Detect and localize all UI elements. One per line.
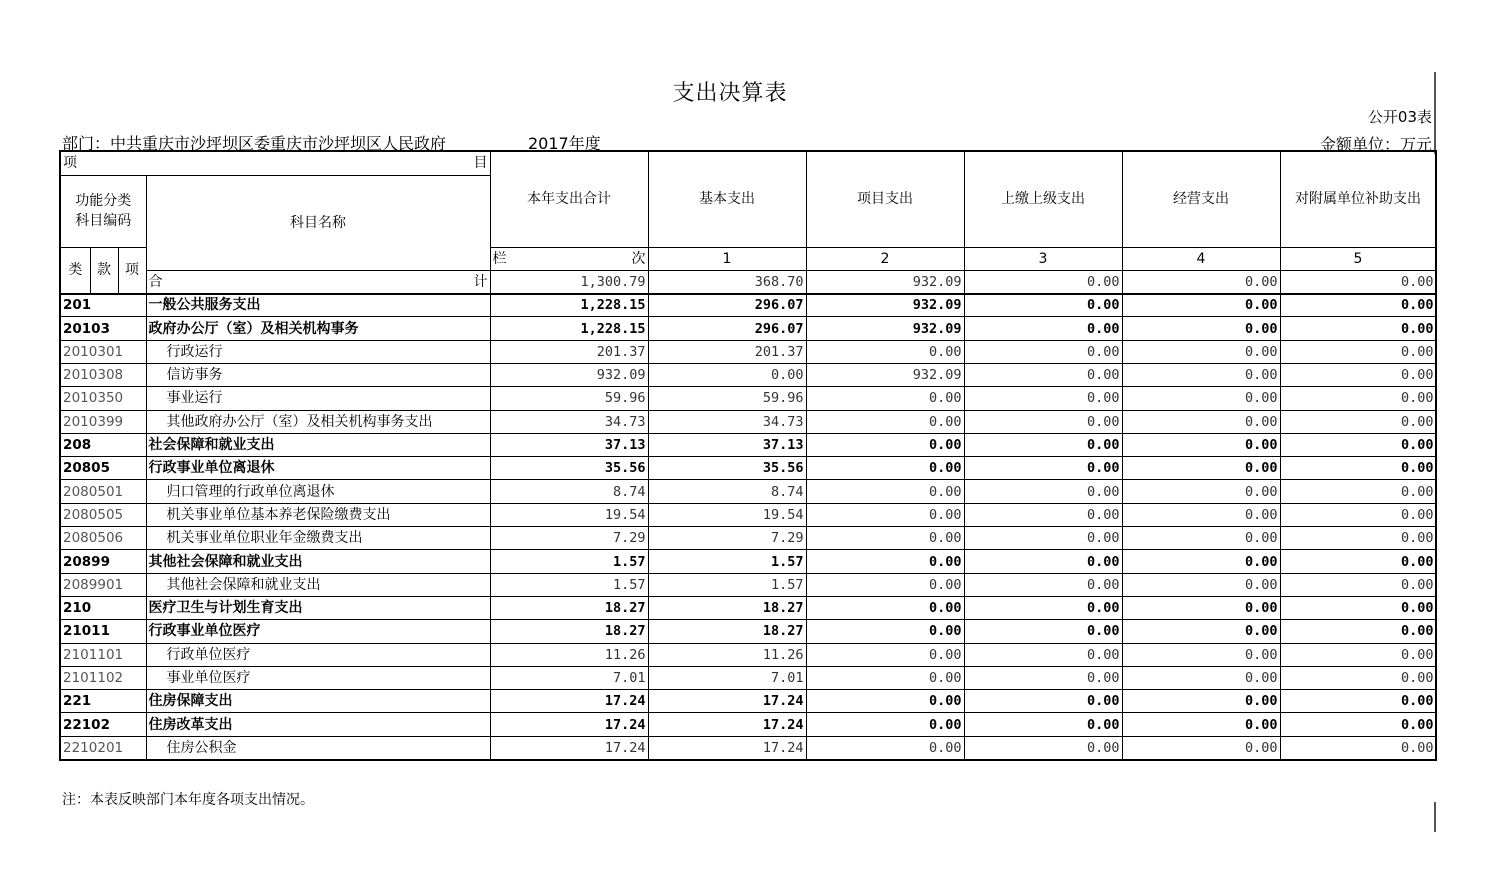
column-number: 2: [806, 247, 964, 270]
department-label: 部门：中共重庆市沙坪坝区委重庆市沙坪坝区人民政府: [62, 134, 447, 153]
amount-cell: 34.73: [648, 410, 806, 433]
amount-cell: 0.00: [806, 666, 964, 689]
subject-code: 20899: [60, 550, 146, 573]
amount-cell: 1,228.15: [490, 317, 648, 340]
amount-cell: 0.00: [1280, 433, 1436, 456]
ji-label: 计: [473, 273, 488, 290]
col-header-2: 基本支出: [648, 151, 806, 247]
amount-cell: 932.09: [806, 294, 964, 317]
subject-name: 住房保障支出: [146, 690, 490, 713]
amount-cell: 0.00: [806, 527, 964, 550]
subject-code: 208: [60, 433, 146, 456]
subject-name: 事业单位医疗: [146, 666, 490, 689]
amount-cell: 0.00: [1280, 317, 1436, 340]
amount-cell: 932.09: [490, 363, 648, 386]
table-row: [60, 666, 1436, 689]
amount-cell: 8.74: [490, 480, 648, 503]
amount-cell: 35.56: [648, 457, 806, 480]
amount-cell: 1,228.15: [490, 294, 648, 317]
amount-cell: 37.13: [648, 433, 806, 456]
subject-code: 210: [60, 596, 146, 619]
amount-cell: 1.57: [490, 573, 648, 596]
amount-cell: 0.00: [806, 433, 964, 456]
table-row: [60, 480, 1436, 503]
he-label: 合: [148, 273, 163, 290]
subject-code: 20805: [60, 457, 146, 480]
amount-cell: 0.00: [964, 387, 1122, 410]
table-row: [60, 736, 1436, 759]
amount-cell: 0.00: [806, 713, 964, 736]
table-row: [60, 363, 1436, 386]
amount-cell: 35.56: [490, 457, 648, 480]
amount-cell: 0.00: [1280, 620, 1436, 643]
subject-name: 政府办公厅（室）及相关机构事务: [146, 317, 490, 340]
subject-code: 201: [60, 294, 146, 317]
amount-cell: 17.24: [490, 713, 648, 736]
table-row: [60, 620, 1436, 643]
amount-cell: 0.00: [964, 433, 1122, 456]
amount-cell: 0.00: [806, 573, 964, 596]
amount-cell: 0.00: [1122, 387, 1280, 410]
amount-cell: 0.00: [964, 503, 1122, 526]
amount-cell: 0.00: [1122, 433, 1280, 456]
amount-cell: 7.01: [490, 666, 648, 689]
amount-cell: 0.00: [1122, 550, 1280, 573]
amount-cell: 0.00: [806, 736, 964, 759]
amount-cell: 0.00: [806, 503, 964, 526]
subject-code: 2080501: [60, 480, 146, 503]
amount-cell: 0.00: [1280, 550, 1436, 573]
amount-cell: 0.00: [1280, 527, 1436, 550]
amount-cell: 0.00: [1280, 573, 1436, 596]
amount-cell: 0.00: [964, 573, 1122, 596]
subject-name: 社会保障和就业支出: [146, 433, 490, 456]
amount-cell: 11.26: [648, 643, 806, 666]
amount-cell: 0.00: [964, 736, 1122, 759]
amount-cell: 0.00: [964, 480, 1122, 503]
amount-cell: 201.37: [648, 340, 806, 363]
table-row: [60, 410, 1436, 433]
subject-name: 一般公共服务支出: [146, 294, 490, 317]
amount-cell: 1.57: [648, 550, 806, 573]
subject-name: 行政单位医疗: [146, 643, 490, 666]
amount-cell: 296.07: [648, 294, 806, 317]
amount-cell: 0.00: [1122, 527, 1280, 550]
header-kuan: 款: [90, 247, 118, 294]
amount-cell: 0.00: [806, 480, 964, 503]
total-value: 368.70: [648, 270, 806, 293]
col-header-6: 对附属单位补助支出: [1280, 151, 1436, 247]
amount-cell: 1.57: [648, 573, 806, 596]
amount-cell: 201.37: [490, 340, 648, 363]
subject-code: 2080505: [60, 503, 146, 526]
amount-cell: 0.00: [964, 410, 1122, 433]
amount-cell: 17.24: [490, 690, 648, 713]
amount-cell: 0.00: [1122, 713, 1280, 736]
subject-code: 2089901: [60, 573, 146, 596]
subject-name: 行政运行: [146, 340, 490, 363]
total-value: 0.00: [1122, 270, 1280, 293]
total-value: 0.00: [1280, 270, 1436, 293]
subject-name: 机关事业单位基本养老保险缴费支出: [146, 503, 490, 526]
amount-cell: 59.96: [648, 387, 806, 410]
amount-cell: 0.00: [806, 410, 964, 433]
subject-code: 2101102: [60, 666, 146, 689]
amount-cell: 0.00: [1280, 690, 1436, 713]
column-number: 4: [1122, 247, 1280, 270]
header-subject-name: 科目名称: [146, 175, 490, 270]
amount-cell: 37.13: [490, 433, 648, 456]
table-row: [60, 457, 1436, 480]
amount-cell: 0.00: [964, 294, 1122, 317]
amount-cell: 34.73: [490, 410, 648, 433]
table-row: [60, 690, 1436, 713]
amount-cell: 0.00: [1280, 340, 1436, 363]
amount-cell: 0.00: [1122, 573, 1280, 596]
amount-cell: 0.00: [1122, 503, 1280, 526]
lan-ci-cell: [490, 247, 648, 270]
lan-label: 栏: [492, 250, 507, 267]
amount-cell: 7.29: [648, 527, 806, 550]
header-lei: 类: [60, 247, 90, 294]
amount-cell: 0.00: [806, 643, 964, 666]
subject-name: 住房改革支出: [146, 713, 490, 736]
amount-cell: 0.00: [806, 340, 964, 363]
amount-cell: 0.00: [1280, 387, 1436, 410]
amount-cell: 0.00: [1280, 736, 1436, 759]
amount-cell: 0.00: [1122, 363, 1280, 386]
ci-label: 次: [631, 250, 646, 267]
header-func-code: 功能分类 科目编码: [60, 175, 146, 247]
col-header-1: 本年支出合计: [490, 151, 648, 247]
amount-cell: 0.00: [1280, 363, 1436, 386]
col-header-3: 项目支出: [806, 151, 964, 247]
amount-cell: 0.00: [964, 596, 1122, 619]
amount-cell: 8.74: [648, 480, 806, 503]
table-row: [60, 433, 1436, 456]
page-edge-line: [1434, 72, 1436, 154]
header-xiang-mu: [60, 151, 490, 175]
form-code: 公开03表: [1367, 108, 1432, 126]
amount-cell: 0.00: [964, 550, 1122, 573]
amount-cell: 0.00: [964, 666, 1122, 689]
table-row: [60, 550, 1436, 573]
table-row: [60, 596, 1436, 619]
subject-name: 其他社会保障和就业支出: [146, 550, 490, 573]
table-row: [60, 317, 1436, 340]
amount-cell: 0.00: [1122, 480, 1280, 503]
amount-cell: 0.00: [1280, 643, 1436, 666]
page-edge-line: [1434, 802, 1436, 832]
amount-cell: 0.00: [1122, 340, 1280, 363]
header-row-top: [60, 151, 1436, 175]
amount-cell: 0.00: [1280, 596, 1436, 619]
total-value: 1,300.79: [490, 270, 648, 293]
amount-cell: 0.00: [964, 340, 1122, 363]
subject-name: 住房公积金: [146, 736, 490, 759]
amount-cell: 0.00: [1122, 596, 1280, 619]
total-value: 932.09: [806, 270, 964, 293]
subject-code: 2010301: [60, 340, 146, 363]
amount-cell: 0.00: [964, 317, 1122, 340]
amount-cell: 18.27: [490, 596, 648, 619]
col-header-4: 上缴上级支出: [964, 151, 1122, 247]
amount-cell: 0.00: [1122, 317, 1280, 340]
amount-cell: 0.00: [806, 387, 964, 410]
amount-cell: 59.96: [490, 387, 648, 410]
table-row: [60, 294, 1436, 317]
amount-cell: 0.00: [806, 457, 964, 480]
total-label-cell: [146, 270, 490, 293]
header-xiang-label: 项: [63, 155, 77, 172]
amount-cell: 0.00: [1122, 690, 1280, 713]
amount-cell: 18.27: [648, 620, 806, 643]
table-row: [60, 340, 1436, 363]
amount-cell: 0.00: [1122, 457, 1280, 480]
amount-cell: 7.01: [648, 666, 806, 689]
subject-code: 2010399: [60, 410, 146, 433]
table-row: [60, 387, 1436, 410]
subject-name: 机关事业单位职业年金缴费支出: [146, 527, 490, 550]
amount-cell: 19.54: [490, 503, 648, 526]
subject-name: 事业运行: [146, 387, 490, 410]
table-row: [60, 527, 1436, 550]
amount-cell: 0.00: [648, 363, 806, 386]
amount-cell: 0.00: [1122, 666, 1280, 689]
amount-cell: 18.27: [490, 620, 648, 643]
subject-name: 其他社会保障和就业支出: [146, 573, 490, 596]
header-xiang: 项: [118, 247, 146, 294]
amount-cell: 11.26: [490, 643, 648, 666]
header-mu-label: 目: [473, 155, 488, 172]
subject-code: 20103: [60, 317, 146, 340]
amount-cell: 18.27: [648, 596, 806, 619]
amount-cell: 0.00: [806, 620, 964, 643]
subject-code: 2210201: [60, 736, 146, 759]
table-row: [60, 503, 1436, 526]
page-title: 支出决算表: [672, 81, 788, 106]
subject-name: 其他政府办公厅（室）及相关机构事务支出: [146, 410, 490, 433]
amount-cell: 0.00: [1280, 480, 1436, 503]
amount-cell: 0.00: [964, 363, 1122, 386]
subject-code: 2080506: [60, 527, 146, 550]
table-row: [60, 573, 1436, 596]
amount-cell: 0.00: [1280, 666, 1436, 689]
amount-cell: 0.00: [1280, 410, 1436, 433]
fiscal-year: 2017年度: [528, 134, 601, 153]
amount-cell: 932.09: [806, 363, 964, 386]
subject-name: 归口管理的行政单位离退休: [146, 480, 490, 503]
amount-cell: 19.54: [648, 503, 806, 526]
subject-name: 行政事业单位医疗: [146, 620, 490, 643]
col-header-5: 经营支出: [1122, 151, 1280, 247]
amount-unit: 金额单位：万元: [1319, 135, 1432, 154]
amount-cell: 932.09: [806, 317, 964, 340]
amount-cell: 17.24: [648, 690, 806, 713]
expenditure-table: [59, 150, 1437, 761]
amount-cell: 0.00: [806, 690, 964, 713]
table-row: [60, 643, 1436, 666]
amount-cell: 0.00: [1122, 736, 1280, 759]
amount-cell: 296.07: [648, 317, 806, 340]
amount-cell: 0.00: [964, 620, 1122, 643]
total-row: [60, 270, 1436, 293]
footnote: 注：本表反映部门本年度各项支出情况。: [62, 792, 314, 808]
subject-code: 2101101: [60, 643, 146, 666]
amount-cell: 0.00: [1280, 294, 1436, 317]
amount-cell: 17.24: [490, 736, 648, 759]
subject-code: 21011: [60, 620, 146, 643]
subject-name: 医疗卫生与计划生育支出: [146, 596, 490, 619]
table-row: [60, 713, 1436, 736]
amount-cell: 0.00: [1122, 294, 1280, 317]
column-number: 3: [964, 247, 1122, 270]
amount-cell: 0.00: [1280, 503, 1436, 526]
subject-code: 22102: [60, 713, 146, 736]
amount-cell: 0.00: [1280, 457, 1436, 480]
amount-cell: 0.00: [1122, 620, 1280, 643]
amount-cell: 0.00: [806, 596, 964, 619]
amount-cell: 0.00: [964, 643, 1122, 666]
amount-cell: 17.24: [648, 713, 806, 736]
amount-cell: 0.00: [806, 550, 964, 573]
subject-code: 2010350: [60, 387, 146, 410]
amount-cell: 0.00: [964, 457, 1122, 480]
amount-cell: 17.24: [648, 736, 806, 759]
total-value: 0.00: [964, 270, 1122, 293]
amount-cell: 0.00: [1122, 643, 1280, 666]
amount-cell: 0.00: [1280, 713, 1436, 736]
amount-cell: 0.00: [964, 713, 1122, 736]
amount-cell: 0.00: [1122, 410, 1280, 433]
subject-name: 行政事业单位离退休: [146, 457, 490, 480]
amount-cell: 1.57: [490, 550, 648, 573]
amount-cell: 0.00: [964, 690, 1122, 713]
column-number: 1: [648, 247, 806, 270]
subject-code: 2010308: [60, 363, 146, 386]
subject-name: 信访事务: [146, 363, 490, 386]
subject-code: 221: [60, 690, 146, 713]
amount-cell: 7.29: [490, 527, 648, 550]
amount-cell: 0.00: [964, 527, 1122, 550]
column-number: 5: [1280, 247, 1436, 270]
